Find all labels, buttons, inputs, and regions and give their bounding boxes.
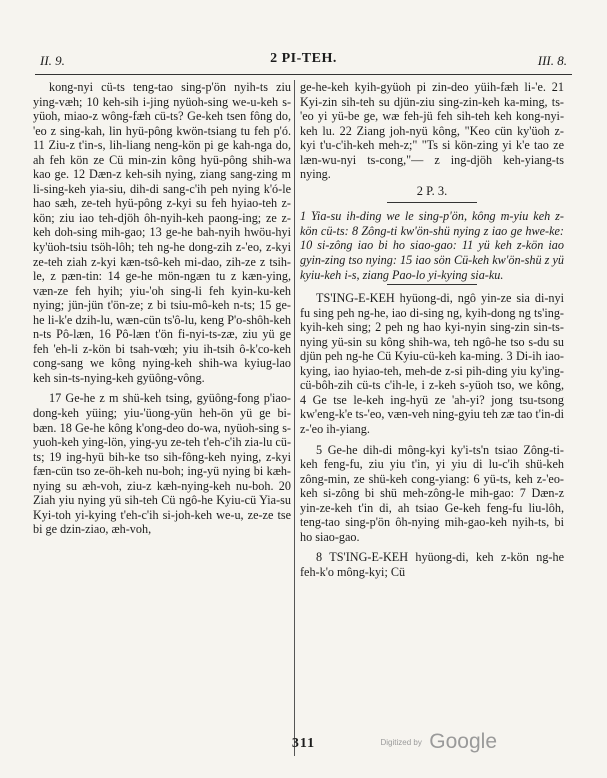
watermark-prefix: Digitized by <box>380 737 422 747</box>
summary-rule <box>387 284 477 285</box>
header-right-ref: III. 8. <box>537 53 567 68</box>
right-column <box>300 80 564 580</box>
header-title: 2 PI-TEH. <box>270 51 337 66</box>
header-left-ref: II. 9. <box>40 53 65 68</box>
digitized-watermark <box>380 730 497 754</box>
header-rule <box>35 74 572 75</box>
left-paragraph-2: 17 Ge-he z m shü-keh tsing, gyüông-fong p'iao-dong-keh yüing; yiu-'üong-yün heh-ön yü ge bi-bæn. 18 Ge-he kông k'ong-deo do-wa, nyüoh-sing s-yuoh-keh ying-lön, ying-yu ze-teh t'eh-c'ih zia-lu cü-ts; 19 ing-hyü bih-ke tso sih-fông-keh nying, z-kyi fæn-cün tso ze-öh-keh nu-boh; ing-yü nying bi kæh-nying su æh-voh, ziu-z kæh-nying-keh nu-boh. 20 Ziah yiu nying yü sih-teh Cü ngô-he Kyiu-cü Yia-su Kyi-toh yi-kying t'eh-c'ih si-joh-keh we-u, ze-ze tse bi ge dzin-ziao, æh-voh, <box>33 391 291 537</box>
column-divider <box>294 80 295 756</box>
left-column <box>33 80 291 537</box>
page-number: 311 <box>291 736 316 751</box>
google-logo: Google <box>429 730 497 753</box>
right-paragraph-2: 5 Ge-he dih-di mông-kyi ky'i-ts'n tsiao Zông-ti-keh feng-fu, ziu yiu t'in, yi yiu di lu-c'ih shü-keh zông-min, ze shü-keh cong-yiang: 6 yü-ts, keh z-'eo-keh si-zông bi shü meh-zông-le mih-gao: 7 Dæn-z yin-ze-keh t'in di, ah tsiao Ge-keh feng-fu liu-lôh, teng-tao sing-p'ön ôh-nying mih-gao-keh nyih-ts, bi ho siao-gao. <box>300 442 564 544</box>
chapter-title: 2 P. 3. <box>416 183 448 198</box>
right-paragraph-3: 8 TS'ING-E-KEH hyüong-di, keh z-kön ng-he feh-k'o mông-kyi; Cü <box>300 550 564 579</box>
chapter-rule <box>387 202 477 203</box>
right-paragraph-1: TS'ING-E-KEH hyüong-di, ngô yin-ze sia di-nyi fu sing peh ng-he, iao di-sing ng, kyih-dong ng ts'ing-kyih-keh sing; 2 peh ng hao kyi-nyin sing-zin sin-ts-nying yü-sin su kông shih-wa, teh ngô-he tso s-du su djün peh ng-he Cü Kyiu-cü-keh ka-ming. 3 Di-ih iao-kying, iao hyiao-teh, meh-de z-si pih-ding yiu ky'ing-cü-bôh-zih cü-ts c'ih-le, i z-keh s-yüoh tso, we kông, 4 Ge tse le-keh ing-hyü ze 'ah-yi? jong tsu-tsong kw'eng-k'e ts-'eo, væn-veh ning-gyiu teh zæ tao t'in-di z-'eo ih-yiang. <box>300 291 564 437</box>
chapter-summary: 1 Yia-su ih-ding we le sing-p'ön, kông m-yiu keh z-kön cü-ts: 8 Zông-ti kw'ön-shü nying z iao ge hwe-ke: 10 si-zông iao bi ho siao-gao: 11 yü keh z-kön iao gyin-zing tso nying: 15 iao sön Cü-keh kw'ön-shü z yü kyiu-keh i-s, ziang Pao-lo yi-kying sia-ku. <box>300 209 564 282</box>
running-header <box>40 53 567 71</box>
right-top-paragraph: ge-he-keh kyih-gyüoh pi zin-deo yüih-fæh li-'e. 21 Kyi-zin sih-teh su djün-ziu sing-zin-keh ka-ming, ts-'eo yi yü-be ge, wæ feh-jü feh sih-teh keh kong-nyi-keh lu. 22 Ziang joh-nyü kông, "Keo cün ky'üoh z-kyi t'u-c'ih-keh meh-z;" "Ts si kön-zing yi k'e tao ze læn-wu-nyi ts-cong,"— z ing-djöh keh-yiang-ts nying. <box>300 80 564 182</box>
left-paragraph-1: kong-nyi cü-ts teng-tao sing-p'ön nyih-ts ziu ying-væh; 10 keh-sih i-jing nyüoh-sing we-u-keh s-yüoh, miao-z wông-fæh cü-ts? Ge-keh tsen fông do, 'eo z sing-kah, lin hyü-pông kwön-tsiang tu feh p'ó. 11 Ziu-z t'in-s, lih-liang neng-kön pi ge kah-nga do, ah feh kön ze Cü min-zin kông hyü-pông shih-wa kao ge. 12 Dæn-z keh-sih nying, ziang sang-zing m li-sing-keh yia-siu, dih-di sang-c'ih peh nying k'ó-le hao sæh, ze-teh hyü-pông z-kyi su feh hyiao-teh z-kön; ziu iao teh-djöh ôh-nyih-keh paong-ing; ze z-keh doh-sing mih-gao; 13 ge-he bah-nyih hwöu-hyi ky'üoh-tsiu tsöh-lôh; teh ng-he dong-zih z-'eo, z-kyi ze-teh ziah z-kyi kæn-tsô-keh mi-dao, zih-ze z tsih-le, z pæn-tin: 14 ge-he mön-ngæn tu z kæn-ying, væn-ze feh hyih; yiu-'oh sing-li feh kyin-ku-keh nying; jün-jün t'ön-ze; z bi tsiu-mô-keh n-ts; 15 ge-he li-k'e dzih-lu, wæn-cün ts'ô-lu, keng P'o-shôh-keh n-ts Pô-læn, 16 Pô-læn t'ön fi-nyi-ts-zæ, ziu yü ge feh 'eh-li z-kön bi tsah-vœh; yiu ih-tsih ô-k'co-keh cong-sang we kông nying-keh shih-wa kyiug-lao keh sin-ts-nying-keh gyüông-vông. <box>33 80 291 385</box>
